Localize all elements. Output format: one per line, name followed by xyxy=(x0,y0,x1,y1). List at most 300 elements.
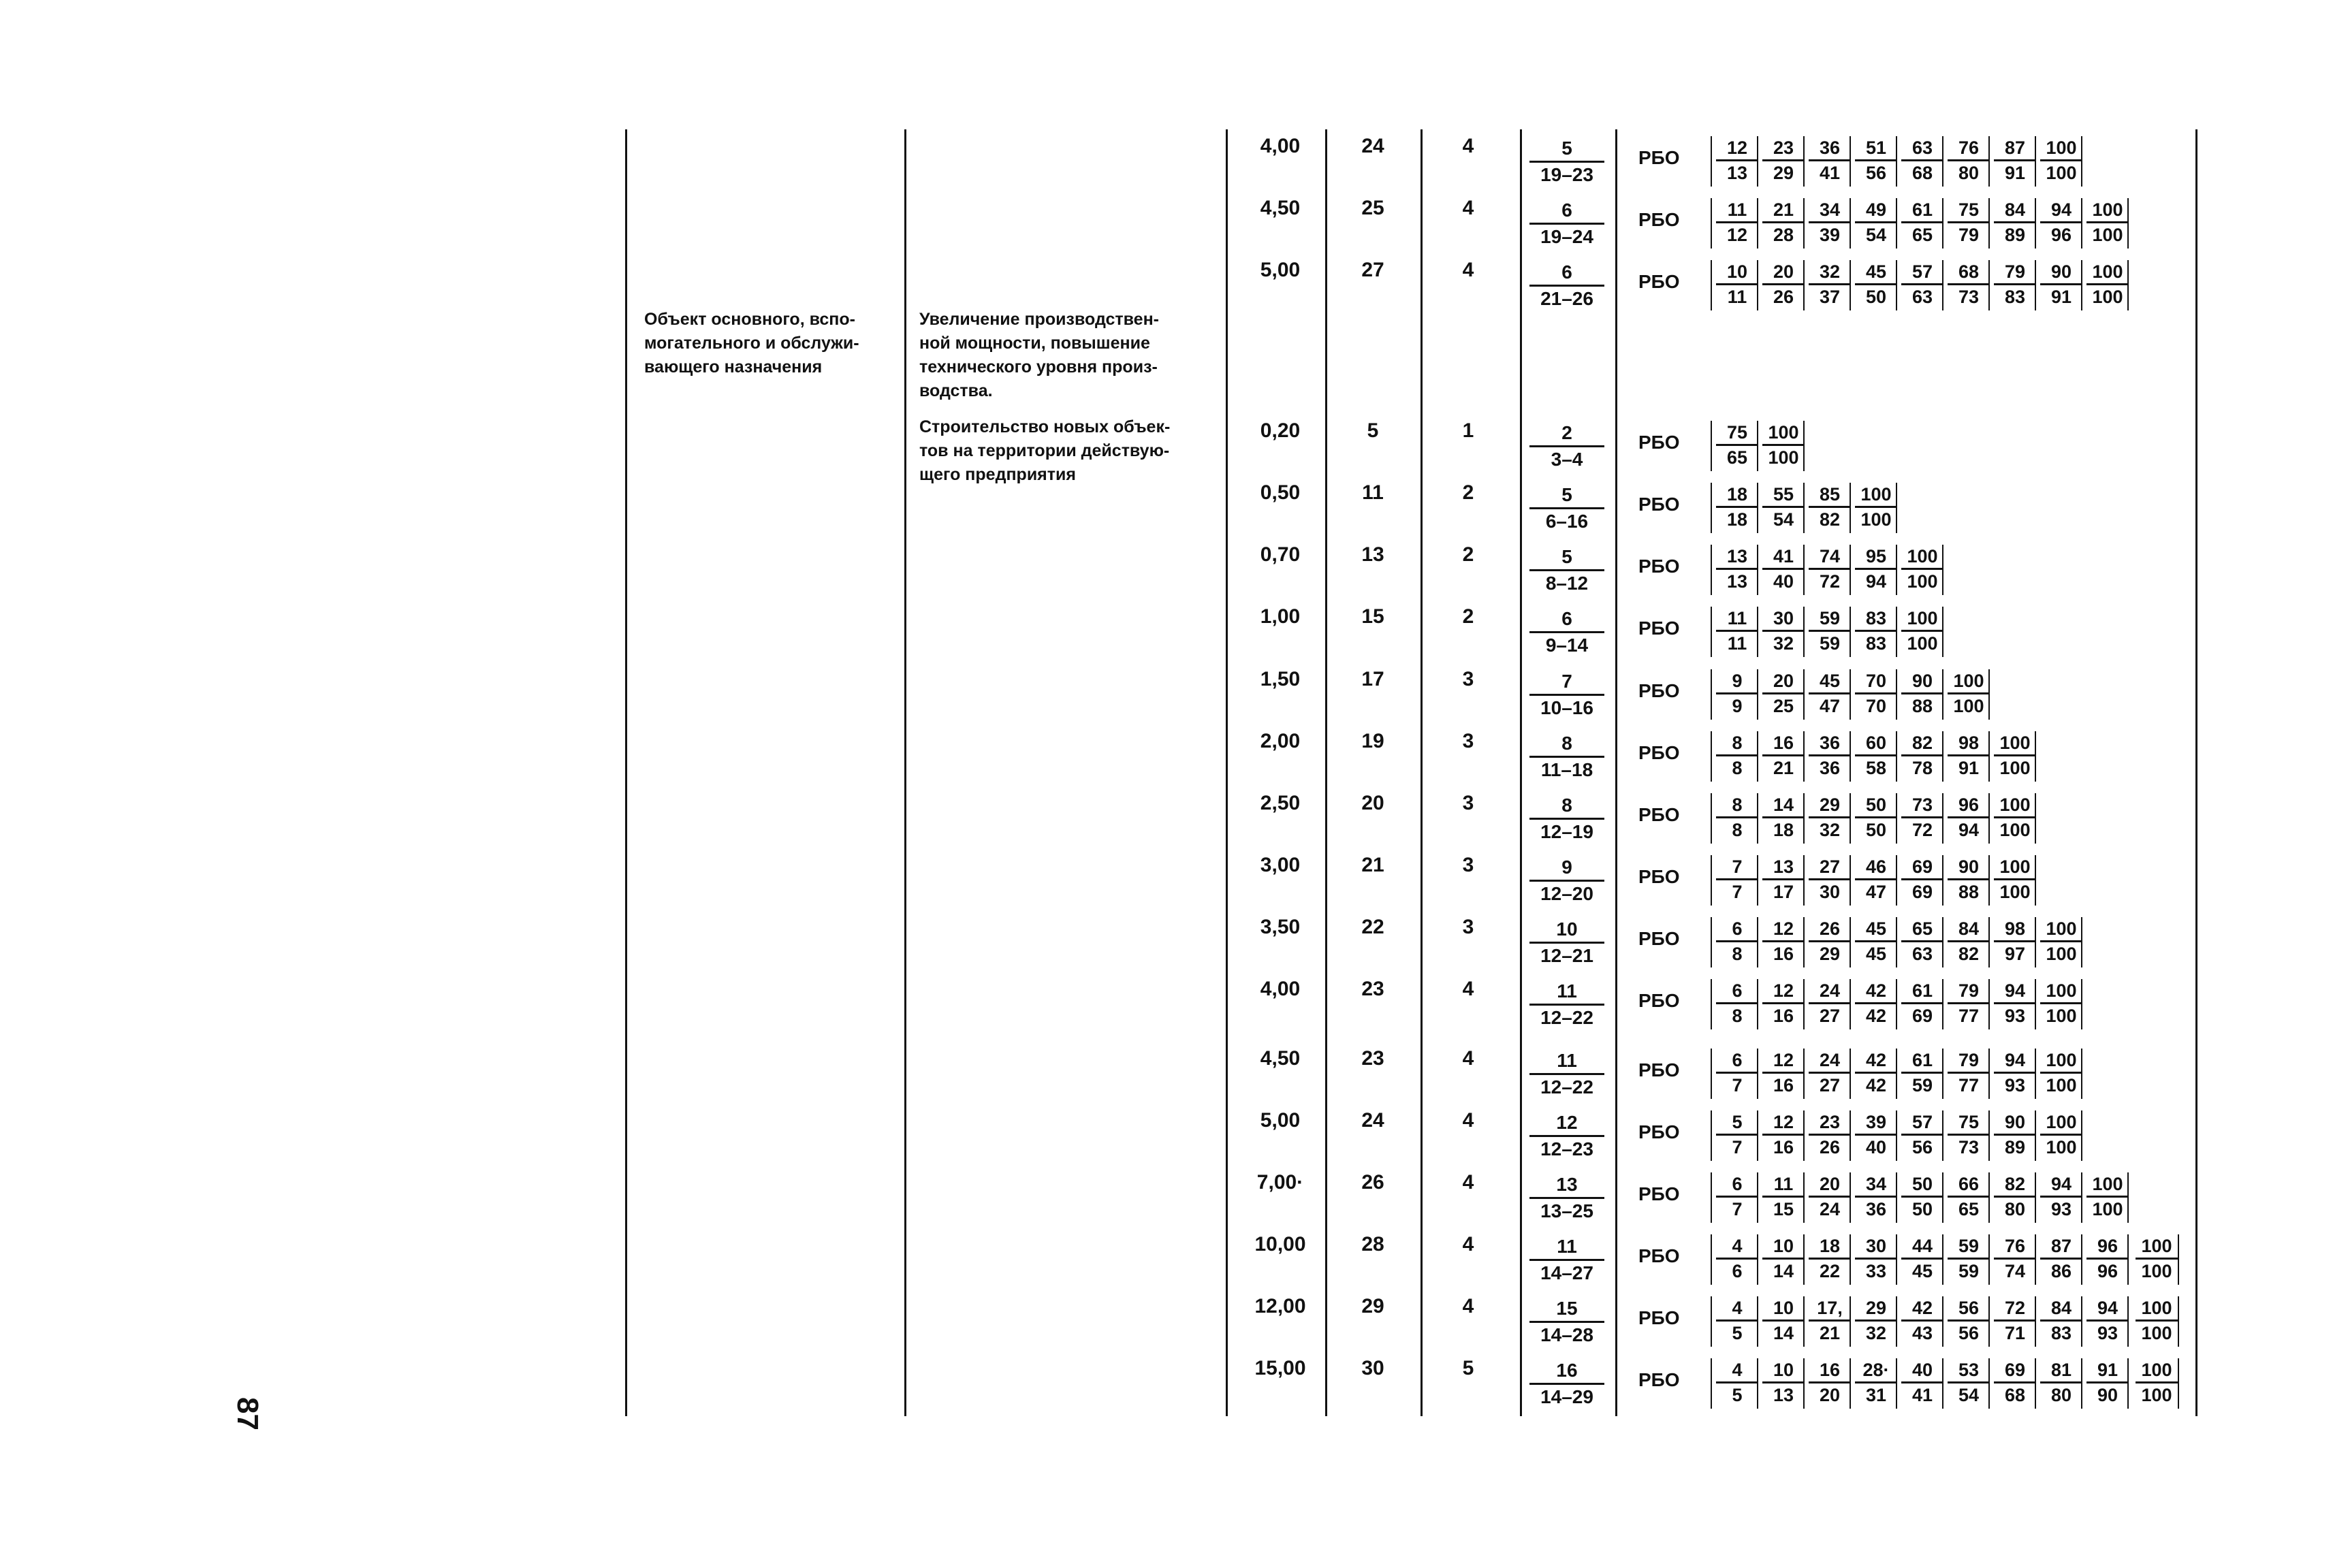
work-type-capacity: Увеличение производствен- ной мощности, повышение технического уровня произ- водства. xyxy=(919,310,1160,400)
cell-rule xyxy=(1896,979,1897,1029)
row-stages: 2 xyxy=(1462,605,1474,628)
cell-denominator: 100 xyxy=(2086,221,2129,246)
cell-denominator: 59 xyxy=(1809,630,1851,655)
cell-denominator: 11 xyxy=(1716,630,1758,655)
cell-denominator: 100 xyxy=(1901,568,1943,593)
cell-denominator: 26 xyxy=(1809,1134,1851,1159)
row-cell xyxy=(2040,1234,2082,1283)
row-cell xyxy=(1901,1358,1943,1407)
cell-numerator: 18 xyxy=(1819,1236,1841,1256)
row-cell xyxy=(2086,1358,2129,1407)
cell-denominator: 21 xyxy=(1809,1319,1851,1345)
cell-rule xyxy=(1850,1110,1851,1161)
table-rule-col2 xyxy=(1226,129,1228,1416)
fraction-numerator: 2 xyxy=(1561,422,1572,443)
cell-denominator: 15 xyxy=(1762,1196,1805,1221)
cell-rule xyxy=(2081,136,2082,187)
cell-rule-first xyxy=(1711,917,1712,967)
row-cell xyxy=(2040,260,2082,308)
fraction-numerator: 16 xyxy=(1556,1360,1578,1381)
cell-denominator: 45 xyxy=(1855,940,1897,965)
cell-rule xyxy=(1850,793,1851,844)
row-cell xyxy=(1948,1234,1990,1283)
row-cell xyxy=(2040,1296,2082,1345)
cell-rule xyxy=(2035,793,2036,844)
row-fraction xyxy=(1529,136,1604,187)
fraction-denominator: 13–25 xyxy=(1529,1197,1604,1223)
cell-numerator: 75 xyxy=(1958,199,1980,220)
row-cell xyxy=(1716,1358,1758,1407)
cell-numerator: 84 xyxy=(1958,918,1980,939)
row-cell xyxy=(1994,793,2036,842)
cell-denominator: 93 xyxy=(2086,1319,2129,1345)
cell-denominator: 69 xyxy=(1901,1002,1943,1027)
cell-denominator: 13 xyxy=(1762,1381,1805,1407)
row-fraction xyxy=(1529,1049,1604,1100)
cell-numerator: 29 xyxy=(1819,795,1841,815)
row-value: 7,00· xyxy=(1256,1171,1304,1194)
fraction-denominator: 19–24 xyxy=(1529,223,1604,249)
row-rbo-label: РБО xyxy=(1638,494,1680,515)
cell-rule-first xyxy=(1711,198,1712,249)
cell-rule xyxy=(1942,260,1943,310)
cell-numerator: 50 xyxy=(1911,1174,1933,1194)
cell-rule xyxy=(1896,1234,1897,1285)
row-cell xyxy=(1762,793,1805,842)
cell-numerator: 70 xyxy=(1865,671,1887,691)
cell-denominator: 41 xyxy=(1901,1381,1943,1407)
cell-rule xyxy=(1988,855,1990,906)
cell-rule-first xyxy=(1711,1358,1712,1409)
cell-numerator: 10 xyxy=(1773,1298,1794,1318)
row-value: 2,50 xyxy=(1260,792,1301,814)
fraction-denominator: 9–14 xyxy=(1529,631,1604,658)
object-description: Объект основного, вспо- могательного и обслужи- вающего назначения xyxy=(644,310,859,377)
row-cell xyxy=(1901,731,1943,780)
cell-rule xyxy=(2081,1296,2082,1347)
cell-rule-first xyxy=(1711,1049,1712,1099)
cell-denominator: 22 xyxy=(1809,1258,1851,1283)
cell-numerator: 79 xyxy=(1958,980,1980,1001)
cell-numerator: 50 xyxy=(1865,795,1887,815)
row-rbo-label: РБО xyxy=(1638,618,1680,639)
cell-numerator: 12 xyxy=(1773,1112,1794,1132)
row-cell xyxy=(1855,1172,1897,1221)
row-cell xyxy=(1855,136,1897,185)
cell-numerator: 30 xyxy=(1773,608,1794,628)
row-stages: 3 xyxy=(1462,854,1474,876)
cell-denominator: 43 xyxy=(1901,1319,1943,1345)
fraction-denominator: 10–16 xyxy=(1529,694,1604,720)
cell-numerator: 72 xyxy=(2004,1298,2026,1318)
row-rbo-label: РБО xyxy=(1638,1121,1680,1142)
cell-rule xyxy=(1942,198,1943,249)
row-cell xyxy=(1855,855,1897,903)
cell-numerator: 94 xyxy=(2050,1174,2072,1194)
cell-numerator: 68 xyxy=(1958,261,1980,282)
row-stages: 5 xyxy=(1462,1357,1474,1379)
row-cell xyxy=(1716,1110,1758,1159)
row-fraction xyxy=(1529,855,1604,906)
cell-numerator: 63 xyxy=(1911,138,1933,158)
row-cell xyxy=(1994,1234,2036,1283)
cell-denominator: 100 xyxy=(2136,1381,2178,1407)
cell-rule xyxy=(1757,1110,1758,1161)
cell-rule xyxy=(2178,1358,2179,1409)
fraction-denominator: 14–28 xyxy=(1529,1321,1604,1347)
row-cell xyxy=(1716,669,1758,718)
fraction-numerator: 8 xyxy=(1561,795,1572,816)
row-cell xyxy=(1855,669,1897,718)
cell-denominator: 37 xyxy=(1809,283,1851,308)
row-value: 5,00 xyxy=(1260,259,1301,281)
cell-denominator: 70 xyxy=(1855,692,1897,718)
row-stages: 3 xyxy=(1462,916,1474,938)
cell-rule xyxy=(2081,917,2082,967)
cell-rule xyxy=(2035,136,2036,187)
row-cell xyxy=(1809,1358,1851,1407)
table-rule-col5 xyxy=(1520,129,1522,1416)
cell-rule-first xyxy=(1711,260,1712,310)
cell-numerator: 45 xyxy=(1865,261,1887,282)
cell-numerator: 98 xyxy=(1958,733,1980,753)
fraction-denominator: 19–23 xyxy=(1529,161,1604,187)
cell-rule xyxy=(2035,855,2036,906)
cell-numerator: 8 xyxy=(1732,795,1743,815)
cell-rule xyxy=(2081,1049,2082,1099)
cell-rule xyxy=(2035,260,2036,310)
cell-rule xyxy=(1757,1296,1758,1347)
cell-denominator: 93 xyxy=(1994,1072,2036,1097)
cell-rule xyxy=(2127,1296,2129,1347)
cell-numerator: 20 xyxy=(1773,261,1794,282)
cell-rule xyxy=(1942,1110,1943,1161)
cell-numerator: 100 xyxy=(2046,980,2077,1001)
cell-numerator: 10 xyxy=(1773,1360,1794,1380)
row-cell xyxy=(2136,1296,2178,1345)
row-cell xyxy=(1948,793,1990,842)
row-cell xyxy=(2040,1110,2082,1159)
cell-numerator: 83 xyxy=(1865,608,1887,628)
cell-rule xyxy=(1942,669,1943,720)
row-cell xyxy=(2136,1358,2178,1407)
row-cell xyxy=(2086,1296,2129,1345)
cell-numerator: 12 xyxy=(1773,980,1794,1001)
row-cell xyxy=(1855,483,1897,531)
cell-rule xyxy=(2035,917,2036,967)
cell-numerator: 94 xyxy=(2050,199,2072,220)
cell-denominator: 32 xyxy=(1762,630,1805,655)
row-cell xyxy=(1948,917,1990,965)
cell-numerator: 24 xyxy=(1819,1050,1841,1070)
cell-numerator: 13 xyxy=(1773,857,1794,877)
row-cell xyxy=(1762,1296,1805,1345)
cell-rule xyxy=(1850,1296,1851,1347)
fraction-denominator: 12–20 xyxy=(1529,880,1604,906)
cell-rule xyxy=(1803,669,1805,720)
row-duration: 27 xyxy=(1361,259,1384,281)
row-cell xyxy=(1809,669,1851,718)
row-cell xyxy=(1855,731,1897,780)
row-fraction xyxy=(1529,731,1604,782)
cell-numerator: 100 xyxy=(1999,795,2031,815)
cell-rule xyxy=(1942,1172,1943,1223)
row-cell xyxy=(1901,1110,1943,1159)
cell-rule xyxy=(1896,607,1897,657)
row-stages: 4 xyxy=(1462,1295,1474,1317)
cell-denominator: 100 xyxy=(1994,754,2036,780)
cell-denominator: 80 xyxy=(1948,159,1990,185)
cell-rule xyxy=(1803,1358,1805,1409)
row-duration: 22 xyxy=(1361,916,1384,938)
cell-numerator: 7 xyxy=(1732,857,1743,877)
fraction-numerator: 11 xyxy=(1557,980,1577,1002)
row-cell xyxy=(1716,136,1758,185)
cell-rule-first xyxy=(1711,136,1712,187)
row-cell xyxy=(1901,198,1943,246)
cell-rule xyxy=(1988,979,1990,1029)
row-cell xyxy=(1809,1172,1851,1221)
cell-numerator: 76 xyxy=(1958,138,1980,158)
cell-rule xyxy=(1942,855,1943,906)
cell-rule-first xyxy=(1711,483,1712,533)
row-cell xyxy=(1809,136,1851,185)
row-cell xyxy=(1809,1110,1851,1159)
cell-numerator: 65 xyxy=(1911,918,1933,939)
row-cell xyxy=(2040,1358,2082,1407)
row-fraction xyxy=(1529,545,1604,596)
row-cell xyxy=(1855,1358,1897,1407)
row-cell xyxy=(1948,198,1990,246)
cell-denominator: 100 xyxy=(2086,1196,2129,1221)
row-fraction xyxy=(1529,198,1604,249)
row-duration: 15 xyxy=(1361,605,1384,628)
cell-denominator: 50 xyxy=(1855,283,1897,308)
cell-numerator: 42 xyxy=(1911,1298,1933,1318)
cell-denominator: 56 xyxy=(1901,1134,1943,1159)
cell-denominator: 21 xyxy=(1762,754,1805,780)
cell-denominator: 13 xyxy=(1716,568,1758,593)
cell-denominator: 100 xyxy=(2040,1002,2082,1027)
cell-denominator: 65 xyxy=(1901,221,1943,246)
row-rbo-label: РБО xyxy=(1638,928,1680,949)
row-stages: 3 xyxy=(1462,792,1474,814)
row-duration: 11 xyxy=(1362,481,1384,504)
cell-numerator: 55 xyxy=(1773,484,1794,505)
row-cell xyxy=(1901,793,1943,842)
row-cell xyxy=(1901,1049,1943,1097)
row-cell xyxy=(1762,1234,1805,1283)
cell-rule xyxy=(1757,136,1758,187)
cell-rule xyxy=(1757,421,1758,471)
row-cell xyxy=(1901,607,1943,655)
cell-rule xyxy=(2035,1172,2036,1223)
cell-numerator: 94 xyxy=(2097,1298,2118,1318)
cell-denominator: 7 xyxy=(1716,878,1758,903)
row-cell xyxy=(1994,917,2036,965)
row-value: 0,50 xyxy=(1260,481,1301,504)
row-cell xyxy=(1901,669,1943,718)
row-cell xyxy=(1948,260,1990,308)
fraction-denominator: 11–18 xyxy=(1529,756,1604,782)
row-cell xyxy=(1809,1049,1851,1097)
cell-numerator: 100 xyxy=(1907,546,1938,566)
cell-rule xyxy=(1896,793,1897,844)
row-cell xyxy=(1809,483,1851,531)
cell-denominator: 7 xyxy=(1716,1196,1758,1221)
row-cell xyxy=(1762,483,1805,531)
fraction-numerator: 11 xyxy=(1557,1050,1577,1071)
cell-rule xyxy=(1803,1234,1805,1285)
cell-numerator: 49 xyxy=(1865,199,1887,220)
row-cell xyxy=(1994,136,2036,185)
row-fraction xyxy=(1529,421,1604,472)
cell-numerator: 66 xyxy=(1958,1174,1980,1194)
row-cell xyxy=(1994,1110,2036,1159)
fraction-numerator: 15 xyxy=(1556,1298,1578,1319)
row-duration: 24 xyxy=(1361,135,1384,157)
row-cell xyxy=(1901,260,1943,308)
cell-rule xyxy=(2081,979,2082,1029)
cell-rule xyxy=(1942,607,1943,657)
row-cell xyxy=(2136,1234,2178,1283)
cell-rule xyxy=(1896,917,1897,967)
row-value: 3,00 xyxy=(1260,854,1301,876)
cell-denominator: 77 xyxy=(1948,1002,1990,1027)
cell-numerator: 100 xyxy=(2141,1236,2172,1256)
cell-denominator: 5 xyxy=(1716,1319,1758,1345)
fraction-denominator: 12–23 xyxy=(1529,1135,1604,1162)
cell-denominator: 27 xyxy=(1809,1072,1851,1097)
row-cell xyxy=(1716,607,1758,655)
fraction-denominator: 14–27 xyxy=(1529,1259,1604,1285)
cell-rule xyxy=(1803,421,1805,471)
cell-denominator: 40 xyxy=(1855,1134,1897,1159)
row-cell xyxy=(1716,483,1758,531)
cell-denominator: 5 xyxy=(1716,1381,1758,1407)
cell-rule xyxy=(1988,731,1990,782)
row-rbo-label: РБО xyxy=(1638,209,1680,230)
row-cell xyxy=(1855,545,1897,593)
row-fraction xyxy=(1529,793,1604,844)
row-value: 1,00 xyxy=(1260,605,1301,628)
cell-numerator: 61 xyxy=(1911,980,1933,1001)
cell-denominator: 39 xyxy=(1809,221,1851,246)
cell-denominator: 100 xyxy=(2136,1258,2178,1283)
row-fraction xyxy=(1529,607,1604,658)
cell-rule xyxy=(1942,1358,1943,1409)
cell-denominator: 31 xyxy=(1855,1381,1897,1407)
cell-numerator: 75 xyxy=(1726,422,1748,443)
cell-rule xyxy=(1757,260,1758,310)
cell-rule-first xyxy=(1711,1234,1712,1285)
row-stages: 4 xyxy=(1462,978,1474,1000)
cell-rule xyxy=(1988,1296,1990,1347)
cell-denominator: 7 xyxy=(1716,1134,1758,1159)
cell-denominator: 90 xyxy=(2086,1381,2129,1407)
cell-numerator: 20 xyxy=(1773,671,1794,691)
row-fraction xyxy=(1529,979,1604,1030)
cell-rule xyxy=(2035,1358,2036,1409)
cell-numerator: 100 xyxy=(2046,138,2077,158)
cell-rule xyxy=(1757,731,1758,782)
cell-rule xyxy=(1850,1358,1851,1409)
row-cell xyxy=(1948,1358,1990,1407)
row-cell xyxy=(1994,260,2036,308)
row-cell xyxy=(1901,545,1943,593)
cell-denominator: 40 xyxy=(1762,568,1805,593)
row-value: 4,50 xyxy=(1260,197,1301,219)
fraction-denominator: 12–19 xyxy=(1529,818,1604,844)
cell-rule xyxy=(1850,1049,1851,1099)
cell-denominator: 59 xyxy=(1901,1072,1943,1097)
cell-rule xyxy=(2127,198,2129,249)
cell-denominator: 100 xyxy=(1901,630,1943,655)
cell-rule-first xyxy=(1711,855,1712,906)
cell-numerator: 18 xyxy=(1726,484,1748,505)
cell-denominator: 32 xyxy=(1855,1319,1897,1345)
row-cell xyxy=(1809,198,1851,246)
cell-denominator: 100 xyxy=(1994,878,2036,903)
cell-numerator: 4 xyxy=(1732,1236,1743,1256)
row-cell xyxy=(1762,421,1805,469)
cell-numerator: 74 xyxy=(1819,546,1841,566)
cell-denominator: 97 xyxy=(1994,940,2036,965)
cell-rule xyxy=(1896,545,1897,595)
row-cell xyxy=(1994,979,2036,1027)
row-cell xyxy=(1809,979,1851,1027)
cell-denominator: 12 xyxy=(1716,221,1758,246)
row-cell xyxy=(1994,731,2036,780)
row-cell xyxy=(1948,855,1990,903)
cell-rule xyxy=(2178,1234,2179,1285)
cell-rule xyxy=(1757,979,1758,1029)
cell-numerator: 26 xyxy=(1819,918,1841,939)
row-cell xyxy=(1716,1296,1758,1345)
row-stages: 4 xyxy=(1462,1171,1474,1194)
cell-denominator: 93 xyxy=(1994,1002,2036,1027)
cell-rule xyxy=(1803,136,1805,187)
cell-denominator: 54 xyxy=(1762,506,1805,531)
row-stages: 4 xyxy=(1462,1109,1474,1132)
cell-denominator: 20 xyxy=(1809,1381,1851,1407)
cell-denominator: 100 xyxy=(2040,159,2082,185)
cell-denominator: 82 xyxy=(1809,506,1851,531)
cell-rule xyxy=(1803,198,1805,249)
cell-numerator: 95 xyxy=(1865,546,1887,566)
cell-denominator: 79 xyxy=(1948,221,1990,246)
cell-numerator: 42 xyxy=(1865,1050,1887,1070)
work-type-new-construction: Строительство новых объек- тов на территории действую- щего предприятия xyxy=(919,417,1171,484)
cell-rule xyxy=(1850,917,1851,967)
row-cell xyxy=(1762,545,1805,593)
cell-rule xyxy=(2127,1234,2129,1285)
cell-numerator: 14 xyxy=(1773,795,1794,815)
cell-numerator: 41 xyxy=(1773,546,1794,566)
cell-rule xyxy=(2035,198,2036,249)
cell-numerator: 34 xyxy=(1865,1174,1887,1194)
cell-denominator: 25 xyxy=(1762,692,1805,718)
cell-rule xyxy=(2035,979,2036,1029)
row-stages: 4 xyxy=(1462,197,1474,219)
cell-denominator: 65 xyxy=(1948,1196,1990,1221)
row-cell xyxy=(1716,545,1758,593)
row-cell xyxy=(1762,855,1805,903)
cell-rule xyxy=(1850,545,1851,595)
cell-numerator: 30 xyxy=(1865,1236,1887,1256)
cell-rule xyxy=(1850,979,1851,1029)
cell-rule xyxy=(1942,1049,1943,1099)
